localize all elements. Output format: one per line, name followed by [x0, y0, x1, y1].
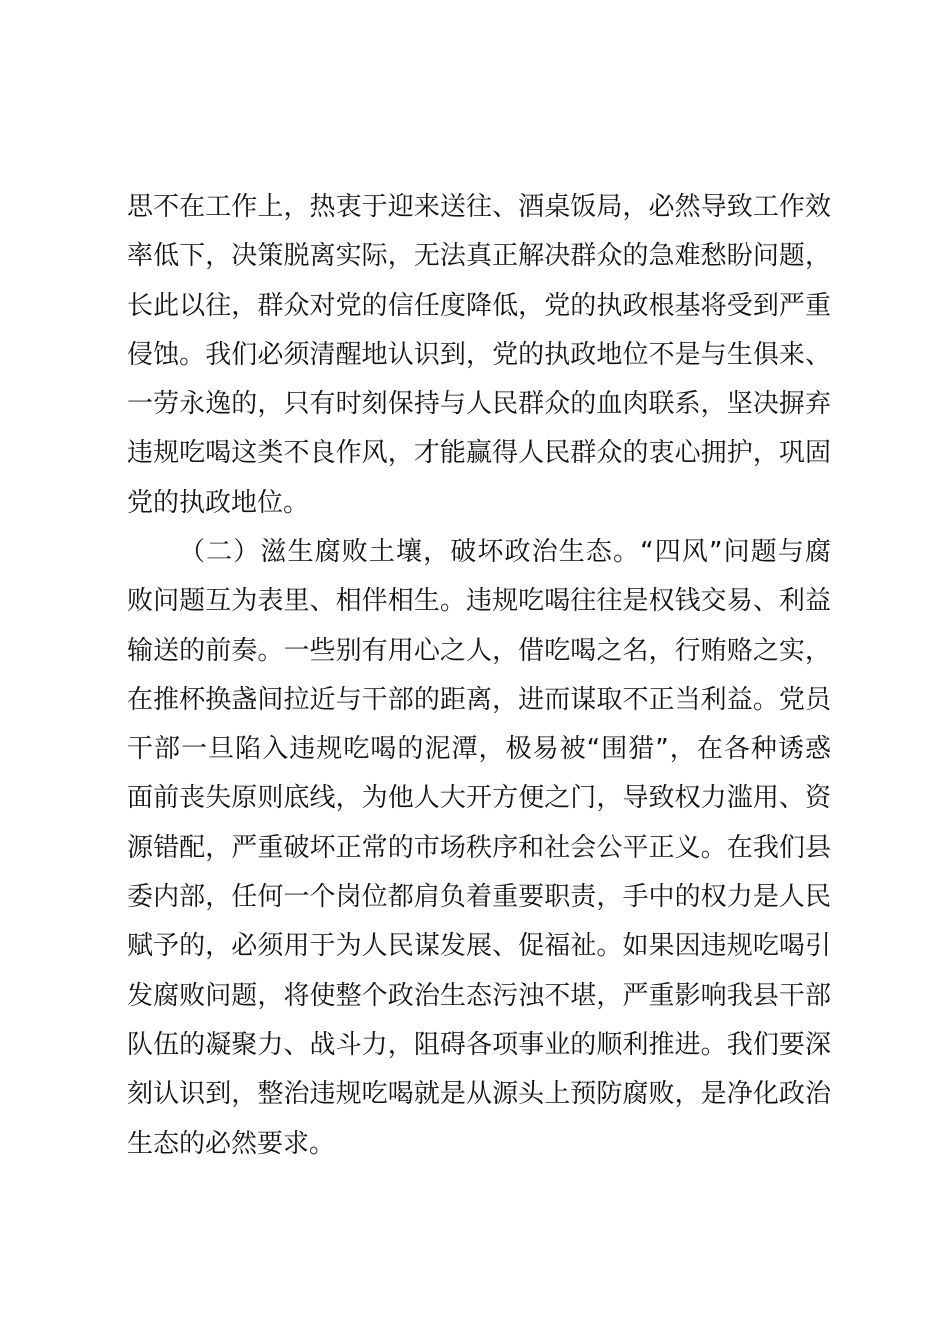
- section-heading-line: （二）滋生腐败土壤，破坏政治生态。“四风”问题与腐: [179, 537, 831, 567]
- text-line: 输送的前奏。一些别有用心之人，借吃喝之名，行贿赂之实，: [127, 635, 831, 666]
- text-line: 委内部，任何一个岗位都肩负着重要职责，手中的权力是人民: [127, 882, 831, 913]
- text-line: 思不在工作上，热衷于迎来送往、酒桌饭局，必然导致工作效: [127, 192, 831, 222]
- text-line: 在推杯换盏间拉近与干部的距离，进而谋取不正当利益。党员: [127, 684, 831, 715]
- text-line: 发腐败问题，将使整个政治生态污浊不堪，严重影响我县干部: [127, 980, 831, 1011]
- text-line: 面前丧失原则底线，为他人大开方便之门，导致权力滥用、资: [127, 783, 831, 814]
- text-line: 一劳永逸的，只有时刻保持与人民群众的血肉联系，坚决摒弃: [127, 389, 831, 420]
- text-line: 刻认识到，整治违规吃喝就是从源头上预防腐败，是净化政治: [127, 1079, 831, 1110]
- paragraph-section-two: [127, 528, 831, 1169]
- text-line: 干部一旦陷入违规吃喝的泥潭，极易被“围猎”，在各种诱惑: [127, 734, 831, 765]
- text-line: 违规吃喝这类不良作风，才能赢得人民群众的衷心拥护，巩固: [127, 438, 831, 469]
- text-line: 率低下，决策脱离实际，无法真正解决群众的急难愁盼问题，: [127, 241, 831, 272]
- paragraph-continuation: [127, 183, 831, 528]
- text-line: 长此以往，群众对党的信任度降低，党的执政根基将受到严重: [127, 290, 831, 321]
- text-line: 败问题互为表里、相伴相生。违规吃喝往往是权钱交易、利益: [127, 586, 831, 617]
- text-line: 生态的必然要求。: [127, 1128, 336, 1159]
- text-line: 侵蚀。我们必须清醒地认识到，党的执政地位不是与生俱来、: [127, 339, 831, 370]
- text-line: 源错配，严重破坏正常的市场秩序和社会公平正义。在我们县: [127, 832, 831, 863]
- text-line: 队伍的凝聚力、战斗力，阻碍各项事业的顺利推进。我们要深: [127, 1029, 831, 1060]
- text-line: 党的执政地位。: [127, 487, 310, 518]
- text-line: 赋予的，必须用于为人民谋发展、促福祉。如果因违规吃喝引: [127, 931, 831, 962]
